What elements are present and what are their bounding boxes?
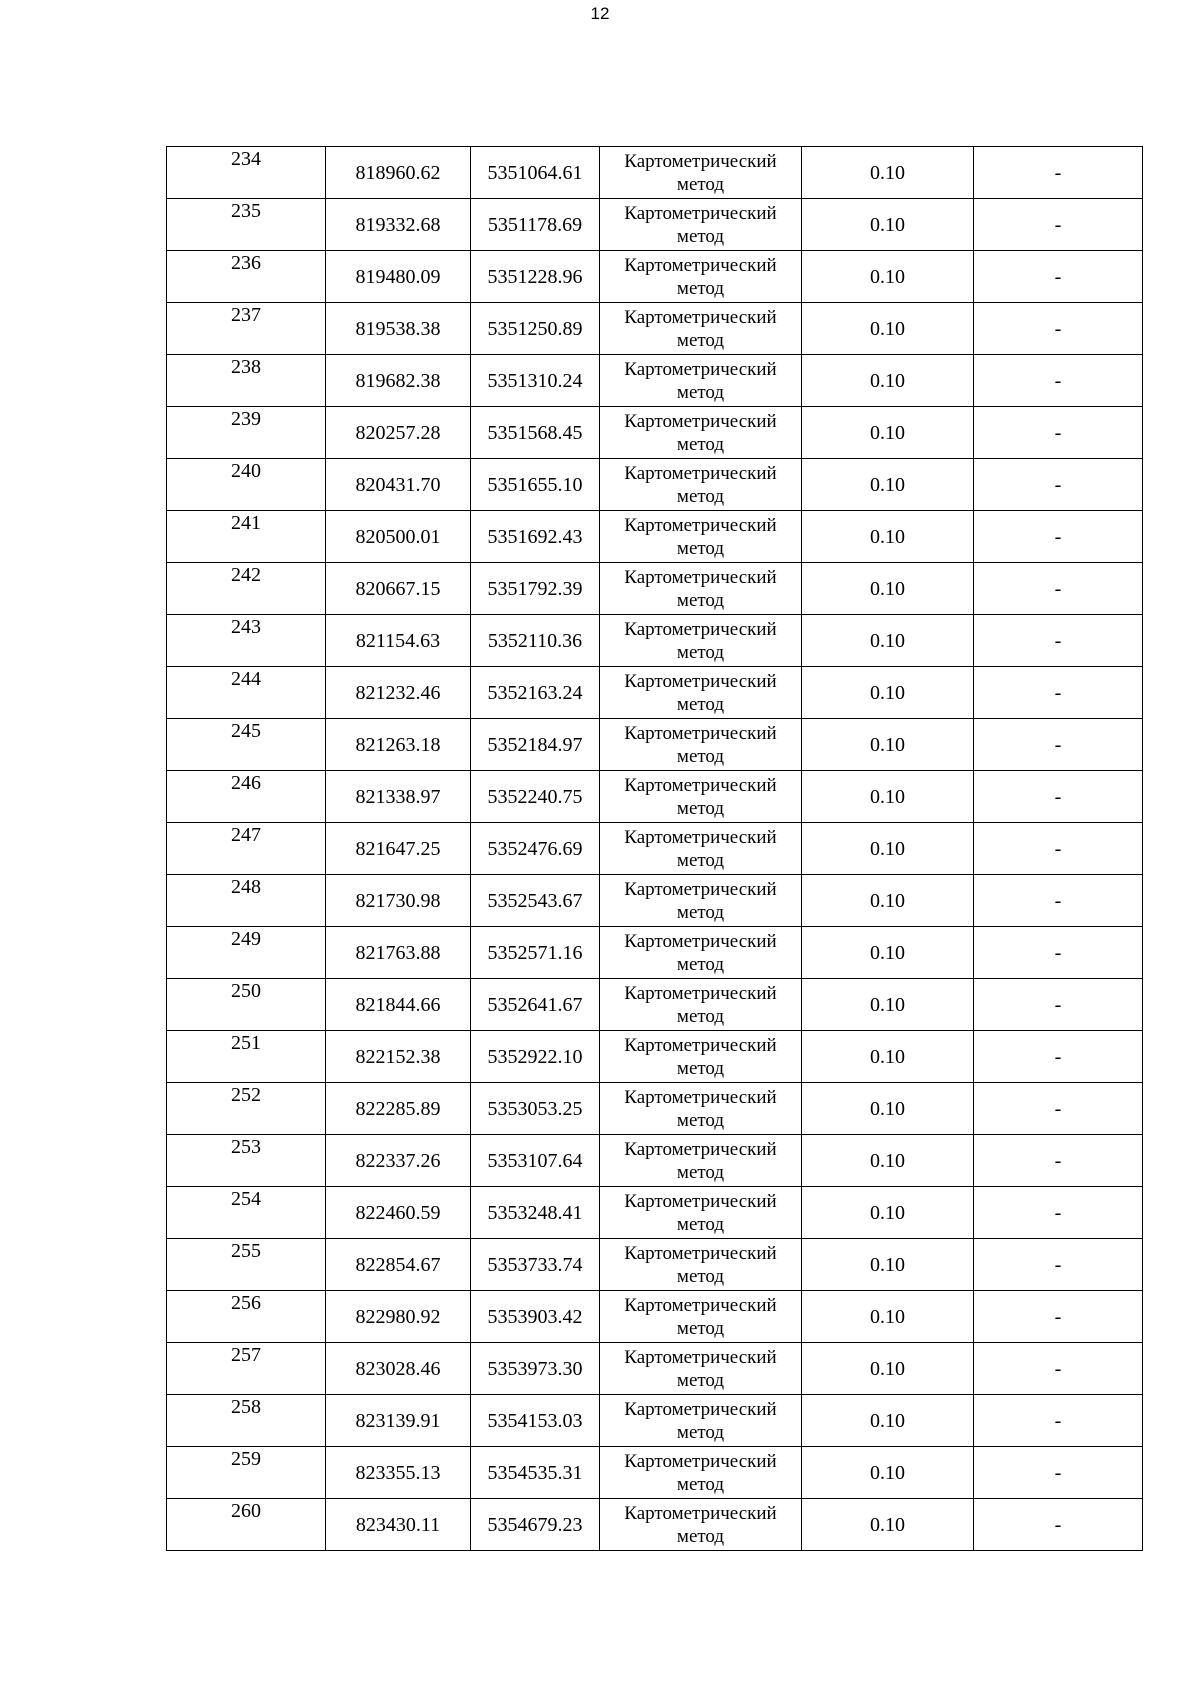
note-cell: - bbox=[974, 1135, 1143, 1187]
table-row bbox=[167, 667, 1143, 719]
coordinates-table-body bbox=[167, 147, 1143, 1551]
method-line-2: метод bbox=[676, 641, 725, 663]
point-number-cell: 234 bbox=[167, 147, 326, 199]
table-row bbox=[167, 1031, 1143, 1083]
table-row bbox=[167, 1291, 1143, 1343]
method-cell bbox=[600, 303, 802, 355]
accuracy-cell: 0.10 bbox=[802, 459, 974, 511]
note-cell: - bbox=[974, 1239, 1143, 1291]
accuracy-cell: 0.10 bbox=[802, 771, 974, 823]
method-line-1: Картометрический bbox=[624, 1450, 777, 1472]
point-number-cell: 241 bbox=[167, 511, 326, 563]
method-line-1: Картометрический bbox=[624, 1398, 777, 1420]
method-line-1: Картометрический bbox=[624, 1034, 777, 1056]
method-cell bbox=[600, 199, 802, 251]
x-coordinate-cell: 819538.38 bbox=[326, 303, 471, 355]
accuracy-cell: 0.10 bbox=[802, 1447, 974, 1499]
table-row bbox=[167, 511, 1143, 563]
accuracy-cell: 0.10 bbox=[802, 1187, 974, 1239]
y-coordinate-cell: 5352163.24 bbox=[471, 667, 600, 719]
method-cell bbox=[600, 355, 802, 407]
method-line-1: Картометрический bbox=[624, 462, 777, 484]
method-cell bbox=[600, 1291, 802, 1343]
method-line-1: Картометрический bbox=[624, 982, 777, 1004]
method-cell bbox=[600, 667, 802, 719]
method-line-2: метод bbox=[676, 1525, 725, 1547]
y-coordinate-cell: 5352641.67 bbox=[471, 979, 600, 1031]
method-line-2: метод bbox=[676, 225, 725, 247]
note-cell: - bbox=[974, 1395, 1143, 1447]
method-cell bbox=[600, 615, 802, 667]
note-cell: - bbox=[974, 719, 1143, 771]
x-coordinate-cell: 821730.98 bbox=[326, 875, 471, 927]
accuracy-cell: 0.10 bbox=[802, 1499, 974, 1551]
x-coordinate-cell: 822285.89 bbox=[326, 1083, 471, 1135]
x-coordinate-cell: 823430.11 bbox=[326, 1499, 471, 1551]
x-coordinate-cell: 822460.59 bbox=[326, 1187, 471, 1239]
point-number-cell: 255 bbox=[167, 1239, 326, 1291]
x-coordinate-cell: 821338.97 bbox=[326, 771, 471, 823]
note-cell: - bbox=[974, 979, 1143, 1031]
y-coordinate-cell: 5353903.42 bbox=[471, 1291, 600, 1343]
method-cell bbox=[600, 1239, 802, 1291]
x-coordinate-cell: 818960.62 bbox=[326, 147, 471, 199]
point-number-cell: 244 bbox=[167, 667, 326, 719]
accuracy-cell: 0.10 bbox=[802, 615, 974, 667]
note-cell: - bbox=[974, 1499, 1143, 1551]
table-row bbox=[167, 147, 1143, 199]
method-cell bbox=[600, 1031, 802, 1083]
method-cell bbox=[600, 563, 802, 615]
note-cell: - bbox=[974, 927, 1143, 979]
method-cell bbox=[600, 1083, 802, 1135]
accuracy-cell: 0.10 bbox=[802, 823, 974, 875]
method-line-1: Картометрический bbox=[624, 722, 777, 744]
table-row bbox=[167, 1499, 1143, 1551]
accuracy-cell: 0.10 bbox=[802, 1343, 974, 1395]
accuracy-cell: 0.10 bbox=[802, 511, 974, 563]
table-row bbox=[167, 927, 1143, 979]
method-cell bbox=[600, 823, 802, 875]
x-coordinate-cell: 821154.63 bbox=[326, 615, 471, 667]
table-row bbox=[167, 771, 1143, 823]
accuracy-cell: 0.10 bbox=[802, 667, 974, 719]
method-line-2: метод bbox=[676, 329, 725, 351]
x-coordinate-cell: 819332.68 bbox=[326, 199, 471, 251]
accuracy-cell: 0.10 bbox=[802, 875, 974, 927]
point-number-cell: 237 bbox=[167, 303, 326, 355]
note-cell: - bbox=[974, 303, 1143, 355]
y-coordinate-cell: 5354535.31 bbox=[471, 1447, 600, 1499]
note-cell: - bbox=[974, 199, 1143, 251]
table-row bbox=[167, 303, 1143, 355]
method-line-2: метод bbox=[676, 1317, 725, 1339]
y-coordinate-cell: 5351064.61 bbox=[471, 147, 600, 199]
note-cell: - bbox=[974, 511, 1143, 563]
table-row bbox=[167, 1187, 1143, 1239]
method-line-2: метод bbox=[676, 485, 725, 507]
method-line-1: Картометрический bbox=[624, 306, 777, 328]
method-line-2: метод bbox=[676, 381, 725, 403]
point-number-cell: 239 bbox=[167, 407, 326, 459]
x-coordinate-cell: 823139.91 bbox=[326, 1395, 471, 1447]
method-line-2: метод bbox=[676, 849, 725, 871]
accuracy-cell: 0.10 bbox=[802, 927, 974, 979]
x-coordinate-cell: 820257.28 bbox=[326, 407, 471, 459]
point-number-cell: 247 bbox=[167, 823, 326, 875]
note-cell: - bbox=[974, 1291, 1143, 1343]
point-number-cell: 250 bbox=[167, 979, 326, 1031]
y-coordinate-cell: 5353248.41 bbox=[471, 1187, 600, 1239]
table-row bbox=[167, 1135, 1143, 1187]
point-number-cell: 259 bbox=[167, 1447, 326, 1499]
method-line-2: метод bbox=[676, 1265, 725, 1287]
note-cell: - bbox=[974, 251, 1143, 303]
method-line-1: Картометрический bbox=[624, 1086, 777, 1108]
point-number-cell: 243 bbox=[167, 615, 326, 667]
accuracy-cell: 0.10 bbox=[802, 1135, 974, 1187]
method-cell bbox=[600, 1499, 802, 1551]
method-line-1: Картометрический bbox=[624, 1138, 777, 1160]
y-coordinate-cell: 5354679.23 bbox=[471, 1499, 600, 1551]
x-coordinate-cell: 821647.25 bbox=[326, 823, 471, 875]
method-line-2: метод bbox=[676, 1161, 725, 1183]
table-row bbox=[167, 251, 1143, 303]
method-line-2: метод bbox=[676, 1473, 725, 1495]
note-cell: - bbox=[974, 1343, 1143, 1395]
method-line-2: метод bbox=[676, 537, 725, 559]
y-coordinate-cell: 5351692.43 bbox=[471, 511, 600, 563]
method-cell bbox=[600, 875, 802, 927]
method-line-1: Картометрический bbox=[624, 826, 777, 848]
x-coordinate-cell: 822854.67 bbox=[326, 1239, 471, 1291]
method-cell bbox=[600, 251, 802, 303]
accuracy-cell: 0.10 bbox=[802, 303, 974, 355]
method-cell bbox=[600, 979, 802, 1031]
method-line-1: Картометрический bbox=[624, 1242, 777, 1264]
method-line-2: метод bbox=[676, 589, 725, 611]
x-coordinate-cell: 822337.26 bbox=[326, 1135, 471, 1187]
table-row bbox=[167, 823, 1143, 875]
y-coordinate-cell: 5354153.03 bbox=[471, 1395, 600, 1447]
y-coordinate-cell: 5352476.69 bbox=[471, 823, 600, 875]
accuracy-cell: 0.10 bbox=[802, 407, 974, 459]
y-coordinate-cell: 5353973.30 bbox=[471, 1343, 600, 1395]
accuracy-cell: 0.10 bbox=[802, 147, 974, 199]
method-line-1: Картометрический bbox=[624, 358, 777, 380]
y-coordinate-cell: 5351310.24 bbox=[471, 355, 600, 407]
y-coordinate-cell: 5351655.10 bbox=[471, 459, 600, 511]
note-cell: - bbox=[974, 407, 1143, 459]
accuracy-cell: 0.10 bbox=[802, 199, 974, 251]
accuracy-cell: 0.10 bbox=[802, 1239, 974, 1291]
method-line-2: метод bbox=[676, 1213, 725, 1235]
y-coordinate-cell: 5352184.97 bbox=[471, 719, 600, 771]
method-cell bbox=[600, 771, 802, 823]
table-row bbox=[167, 199, 1143, 251]
method-line-2: метод bbox=[676, 1421, 725, 1443]
method-line-1: Картометрический bbox=[624, 202, 777, 224]
table-row bbox=[167, 1395, 1143, 1447]
accuracy-cell: 0.10 bbox=[802, 719, 974, 771]
method-line-2: метод bbox=[676, 1369, 725, 1391]
table-row bbox=[167, 979, 1143, 1031]
x-coordinate-cell: 821263.18 bbox=[326, 719, 471, 771]
note-cell: - bbox=[974, 875, 1143, 927]
x-coordinate-cell: 819480.09 bbox=[326, 251, 471, 303]
x-coordinate-cell: 819682.38 bbox=[326, 355, 471, 407]
point-number-cell: 235 bbox=[167, 199, 326, 251]
method-line-1: Картометрический bbox=[624, 514, 777, 536]
note-cell: - bbox=[974, 667, 1143, 719]
method-cell bbox=[600, 147, 802, 199]
y-coordinate-cell: 5351792.39 bbox=[471, 563, 600, 615]
table-row bbox=[167, 407, 1143, 459]
note-cell: - bbox=[974, 771, 1143, 823]
note-cell: - bbox=[974, 355, 1143, 407]
point-number-cell: 248 bbox=[167, 875, 326, 927]
x-coordinate-cell: 822152.38 bbox=[326, 1031, 471, 1083]
y-coordinate-cell: 5351178.69 bbox=[471, 199, 600, 251]
method-line-1: Картометрический bbox=[624, 774, 777, 796]
y-coordinate-cell: 5352110.36 bbox=[471, 615, 600, 667]
point-number-cell: 254 bbox=[167, 1187, 326, 1239]
accuracy-cell: 0.10 bbox=[802, 1291, 974, 1343]
note-cell: - bbox=[974, 615, 1143, 667]
method-cell bbox=[600, 719, 802, 771]
point-number-cell: 252 bbox=[167, 1083, 326, 1135]
method-line-1: Картометрический bbox=[624, 410, 777, 432]
y-coordinate-cell: 5353107.64 bbox=[471, 1135, 600, 1187]
note-cell: - bbox=[974, 1031, 1143, 1083]
table-row bbox=[167, 875, 1143, 927]
x-coordinate-cell: 821844.66 bbox=[326, 979, 471, 1031]
x-coordinate-cell: 822980.92 bbox=[326, 1291, 471, 1343]
method-cell bbox=[600, 1447, 802, 1499]
method-line-1: Картометрический bbox=[624, 1502, 777, 1524]
x-coordinate-cell: 823028.46 bbox=[326, 1343, 471, 1395]
point-number-cell: 258 bbox=[167, 1395, 326, 1447]
table-row bbox=[167, 1447, 1143, 1499]
x-coordinate-cell: 821763.88 bbox=[326, 927, 471, 979]
note-cell: - bbox=[974, 147, 1143, 199]
accuracy-cell: 0.10 bbox=[802, 1395, 974, 1447]
y-coordinate-cell: 5352543.67 bbox=[471, 875, 600, 927]
x-coordinate-cell: 820500.01 bbox=[326, 511, 471, 563]
y-coordinate-cell: 5352922.10 bbox=[471, 1031, 600, 1083]
method-cell bbox=[600, 1187, 802, 1239]
point-number-cell: 257 bbox=[167, 1343, 326, 1395]
coordinates-table bbox=[166, 146, 1143, 1551]
method-line-2: метод bbox=[676, 1005, 725, 1027]
accuracy-cell: 0.10 bbox=[802, 1083, 974, 1135]
method-cell bbox=[600, 1343, 802, 1395]
note-cell: - bbox=[974, 563, 1143, 615]
method-line-1: Картометрический bbox=[624, 618, 777, 640]
method-line-2: метод bbox=[676, 797, 725, 819]
point-number-cell: 238 bbox=[167, 355, 326, 407]
method-line-1: Картометрический bbox=[624, 930, 777, 952]
method-line-2: метод bbox=[676, 745, 725, 767]
accuracy-cell: 0.10 bbox=[802, 563, 974, 615]
method-line-2: метод bbox=[676, 1109, 725, 1131]
table-row bbox=[167, 355, 1143, 407]
method-line-1: Картометрический bbox=[624, 1190, 777, 1212]
method-line-1: Картометрический bbox=[624, 670, 777, 692]
note-cell: - bbox=[974, 1083, 1143, 1135]
x-coordinate-cell: 823355.13 bbox=[326, 1447, 471, 1499]
method-cell bbox=[600, 927, 802, 979]
method-cell bbox=[600, 407, 802, 459]
method-line-1: Картометрический bbox=[624, 1294, 777, 1316]
y-coordinate-cell: 5351228.96 bbox=[471, 251, 600, 303]
x-coordinate-cell: 820667.15 bbox=[326, 563, 471, 615]
method-line-1: Картометрический bbox=[624, 878, 777, 900]
x-coordinate-cell: 820431.70 bbox=[326, 459, 471, 511]
method-line-2: метод bbox=[676, 277, 725, 299]
y-coordinate-cell: 5352571.16 bbox=[471, 927, 600, 979]
method-cell bbox=[600, 511, 802, 563]
method-line-1: Картометрический bbox=[624, 254, 777, 276]
point-number-cell: 249 bbox=[167, 927, 326, 979]
page-number: 12 bbox=[590, 4, 610, 23]
table-row bbox=[167, 615, 1143, 667]
y-coordinate-cell: 5353733.74 bbox=[471, 1239, 600, 1291]
method-line-1: Картометрический bbox=[624, 1346, 777, 1368]
table-row bbox=[167, 563, 1143, 615]
method-line-2: метод bbox=[676, 1057, 725, 1079]
method-line-2: метод bbox=[676, 433, 725, 455]
point-number-cell: 253 bbox=[167, 1135, 326, 1187]
method-cell bbox=[600, 459, 802, 511]
table-row bbox=[167, 1239, 1143, 1291]
accuracy-cell: 0.10 bbox=[802, 251, 974, 303]
x-coordinate-cell: 821232.46 bbox=[326, 667, 471, 719]
method-line-2: метод bbox=[676, 173, 725, 195]
method-line-2: метод bbox=[676, 901, 725, 923]
point-number-cell: 260 bbox=[167, 1499, 326, 1551]
table-row bbox=[167, 1083, 1143, 1135]
note-cell: - bbox=[974, 1187, 1143, 1239]
note-cell: - bbox=[974, 823, 1143, 875]
accuracy-cell: 0.10 bbox=[802, 355, 974, 407]
point-number-cell: 251 bbox=[167, 1031, 326, 1083]
y-coordinate-cell: 5351250.89 bbox=[471, 303, 600, 355]
table-row bbox=[167, 1343, 1143, 1395]
point-number-cell: 236 bbox=[167, 251, 326, 303]
note-cell: - bbox=[974, 1447, 1143, 1499]
y-coordinate-cell: 5352240.75 bbox=[471, 771, 600, 823]
y-coordinate-cell: 5353053.25 bbox=[471, 1083, 600, 1135]
point-number-cell: 256 bbox=[167, 1291, 326, 1343]
point-number-cell: 242 bbox=[167, 563, 326, 615]
table-row bbox=[167, 719, 1143, 771]
method-line-2: метод bbox=[676, 693, 725, 715]
method-cell bbox=[600, 1135, 802, 1187]
point-number-cell: 246 bbox=[167, 771, 326, 823]
y-coordinate-cell: 5351568.45 bbox=[471, 407, 600, 459]
method-cell bbox=[600, 1395, 802, 1447]
accuracy-cell: 0.10 bbox=[802, 1031, 974, 1083]
method-line-1: Картометрический bbox=[624, 150, 777, 172]
method-line-2: метод bbox=[676, 953, 725, 975]
accuracy-cell: 0.10 bbox=[802, 979, 974, 1031]
table-row bbox=[167, 459, 1143, 511]
method-line-1: Картометрический bbox=[624, 566, 777, 588]
note-cell: - bbox=[974, 459, 1143, 511]
point-number-cell: 245 bbox=[167, 719, 326, 771]
point-number-cell: 240 bbox=[167, 459, 326, 511]
